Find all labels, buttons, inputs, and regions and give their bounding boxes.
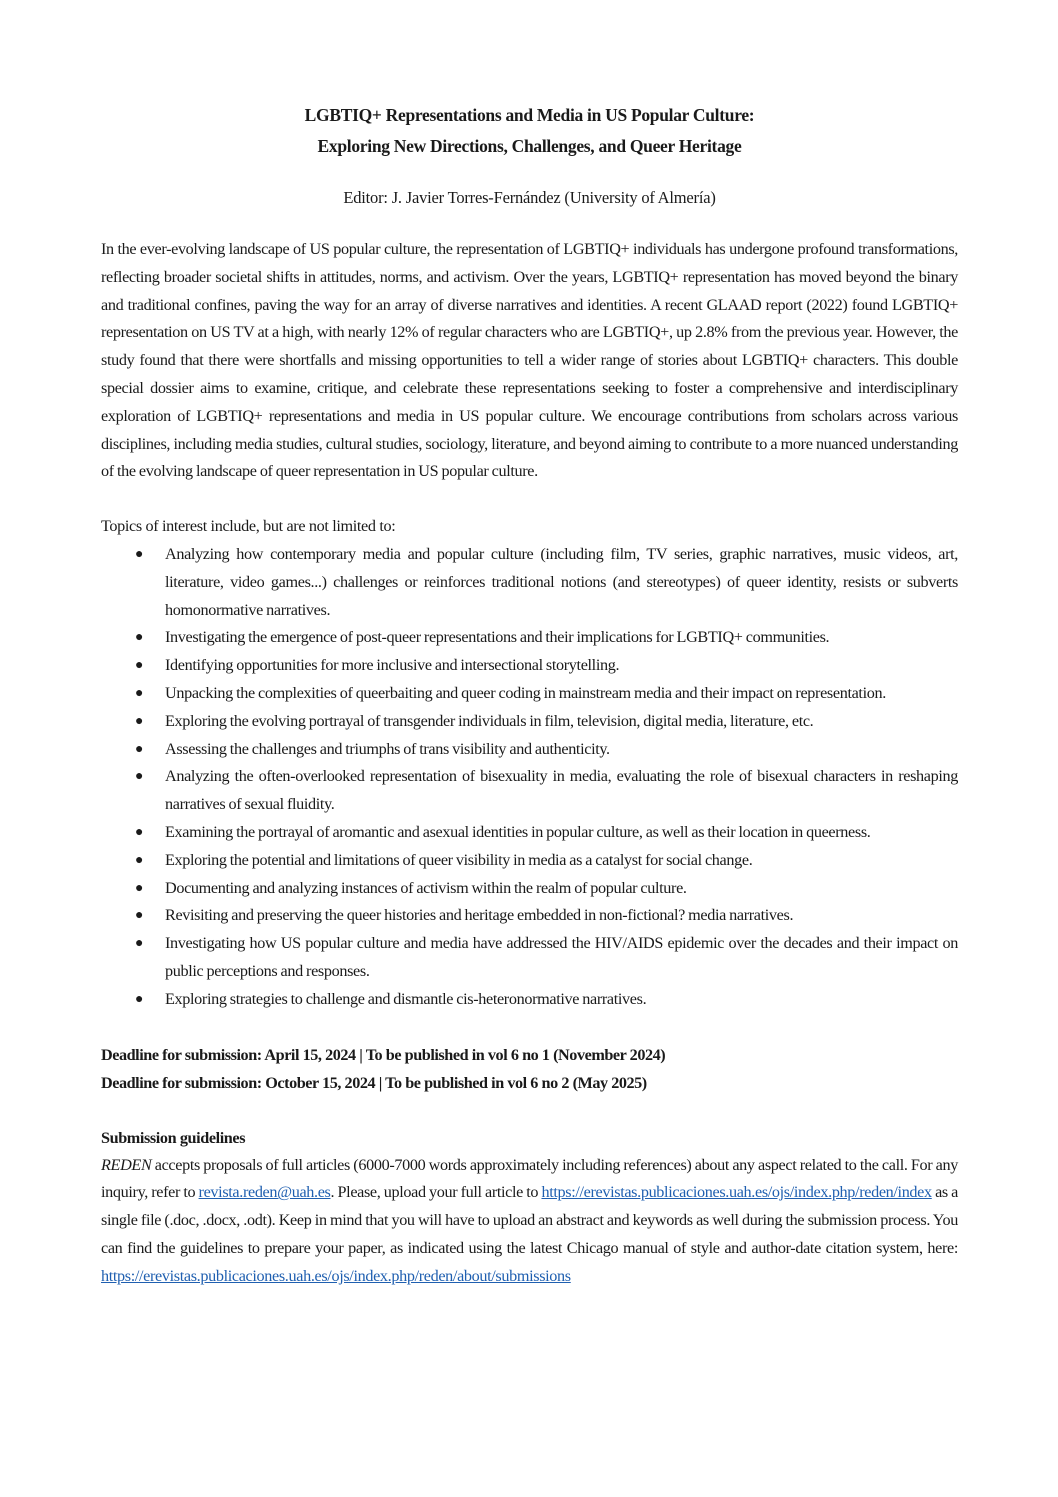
topic-item	[101, 902, 958, 930]
topic-item	[101, 930, 958, 986]
topic-text: Assessing the challenges and triumphs of trans visibility and authenticity.	[165, 739, 610, 758]
email-link[interactable]: revista.reden@uah.es	[198, 1183, 331, 1202]
topic-text: Investigating the emergence of post-queer representations and their implications for LGBTIQ+ communities.	[165, 628, 830, 647]
bullet-icon: ●	[135, 658, 144, 674]
topic-text: Investigating how US popular culture and media have addressed the HIV/AIDS epidemic over the decades and their impact on public perceptions and responses.	[165, 934, 958, 980]
bullet-icon: ●	[135, 713, 144, 729]
bullet-icon: ●	[135, 741, 144, 757]
topic-item	[101, 986, 958, 1014]
editor-credit: Editor: J. Javier Torres-Fernández (University of Almería)	[343, 188, 716, 207]
bullet-icon: ●	[135, 630, 144, 646]
topics-list	[101, 541, 958, 1014]
topic-text: Documenting and analyzing instances of activism within the realm of popular culture.	[165, 878, 687, 897]
guidelines-text-3: as a single file (.doc, .docx, .odt). Keep in mind that you will have to upload an abstract and keywords as well during the submission process. You can find the guidelines to prepare your paper, as indicated using the latest Chicago manual of style and author-date citation system, here:	[101, 1183, 958, 1257]
topic-item	[101, 541, 958, 624]
topic-text: Analyzing how contemporary media and popular culture (including film, TV series, graphic narratives, music videos, art, literature, video games...) challenges or reinforces traditional notions (and stereotypes) of queer identity, resists or subverts homonormative narratives.	[165, 544, 958, 619]
guidelines-link[interactable]: https://erevistas.publicaciones.uah.es/ojs/index.php/reden/about/submissions	[101, 1266, 571, 1285]
submission-guidelines-text	[101, 1152, 958, 1291]
intro-paragraph: In the ever-evolving landscape of US popular culture, the representation of LGBTIQ+ individuals has undergone profound transformations, reflecting broader societal shifts in attitudes, norms, and activism. Over the years, LGBTIQ+ representation has moved beyond the binary and traditional confines, paving the way for an array of diverse narratives and identities. A recent GLAAD report (2022) found LGBTIQ+ representation on US TV at a high, with nearly 12% of regular characters who are LGBTIQ+, up 2.8% from the previous year. However, the study found that there were shortfalls and missing opportunities to tell a wider range of stories about LGBTIQ+ characters. This double special dossier aims to examine, critique, and celebrate these representations seeking to foster a comprehensive and interdisciplinary exploration of LGBTIQ+ representations and media in US popular culture. We encourage contributions from scholars across various disciplines, including media studies, cultural studies, sociology, literature, and beyond aiming to contribute to a more nuanced understanding of the evolving landscape of queer representation in US popular culture.	[101, 240, 958, 481]
topic-item	[101, 875, 958, 903]
bullet-icon: ●	[135, 936, 144, 952]
guidelines-text-1: accepts proposals of full articles (6000-7000 words approximately including references) about any aspect related to the call. For any inquiry, refer to	[101, 1155, 958, 1202]
deadline-2: Deadline for submission: October 15, 2024 | To be published in vol 6 no 2 (May 2025)	[101, 1073, 647, 1092]
upload-link[interactable]: https://erevistas.publicaciones.uah.es/ojs/index.php/reden/index	[541, 1183, 932, 1202]
topic-text: Examining the portrayal of aromantic and asexual identities in popular culture, as well as their location in queerness.	[165, 822, 871, 841]
bullet-icon: ●	[135, 824, 144, 840]
bullet-icon: ●	[135, 685, 144, 701]
topic-text: Unpacking the complexities of queerbaiting and queer coding in mainstream media and their impact on representation.	[165, 683, 886, 702]
topic-text: Analyzing the often-overlooked representation of bisexuality in media, evaluating the role of bisexual characters in reshaping narratives of sexual fluidity.	[165, 767, 958, 814]
deadlines	[101, 1041, 958, 1097]
bullet-icon: ●	[135, 908, 144, 924]
topics-intro: Topics of interest include, but are not limited to:	[101, 517, 396, 536]
topic-item	[101, 736, 958, 764]
topic-item	[101, 680, 958, 708]
topic-text: Exploring the potential and limitations of queer visibility in media as a catalyst for social change.	[165, 850, 753, 869]
topic-item	[101, 624, 958, 652]
topic-item	[101, 847, 958, 875]
topic-text: Identifying opportunities for more inclusive and intersectional storytelling.	[165, 656, 620, 675]
bullet-icon: ●	[135, 769, 144, 785]
journal-name: REDEN	[101, 1155, 152, 1174]
document-page	[101, 100, 958, 1291]
topic-text: Exploring the evolving portrayal of transgender individuals in film, television, digital media, literature, etc.	[165, 711, 814, 730]
document-title-line-2: Exploring New Directions, Challenges, and Queer Heritage	[317, 136, 742, 156]
topic-item	[101, 763, 958, 819]
guidelines-text-2: . Please, upload your full article to	[330, 1183, 542, 1202]
topic-item	[101, 708, 958, 736]
bullet-icon: ●	[135, 852, 144, 868]
submission-guidelines-heading: Submission guidelines	[101, 1128, 246, 1147]
document-title-line-1: LGBTIQ+ Representations and Media in US Popular Culture:	[304, 105, 755, 125]
topic-text: Revisiting and preserving the queer histories and heritage embedded in non-fictional? media narratives.	[165, 906, 794, 925]
deadline-1: Deadline for submission: April 15, 2024 | To be published in vol 6 no 1 (November 2024)	[101, 1045, 666, 1064]
topic-text: Exploring strategies to challenge and dismantle cis-heteronormative narratives.	[165, 989, 647, 1008]
bullet-icon: ●	[135, 546, 144, 562]
topic-item	[101, 652, 958, 680]
bullet-icon: ●	[135, 991, 144, 1007]
topic-item	[101, 819, 958, 847]
bullet-icon: ●	[135, 880, 144, 896]
